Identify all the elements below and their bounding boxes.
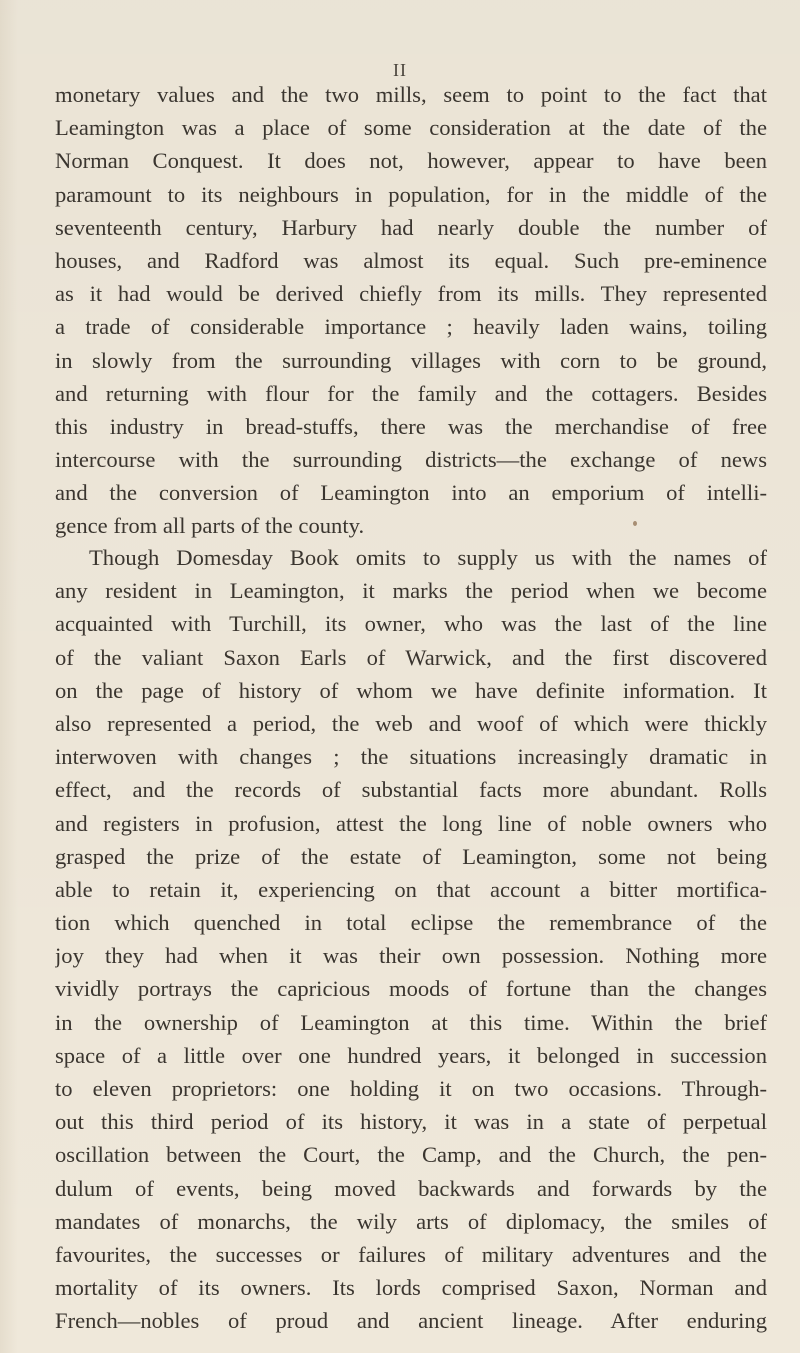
- text-line: dulum of events, being moved backwards and forwards by the: [55, 1175, 767, 1201]
- text-line: interwoven with changes ; the situations increasingly dramatic in: [55, 744, 767, 770]
- paragraph-1: [55, 78, 767, 543]
- text-line: tion which quenched in total eclipse the remembrance of the: [55, 910, 767, 936]
- text-line: in the ownership of Leamington at this time. Within the brief: [55, 1009, 767, 1035]
- text-line: space of a little over one hundred years, it belonged in succession: [55, 1042, 767, 1068]
- text-line: seventeenth century, Harbury had nearly double the number of: [55, 214, 767, 240]
- text-line: mandates of monarchs, the wily arts of diplomacy, the smiles of: [55, 1208, 767, 1234]
- text-line: Leamington was a place of some consideration at the date of the: [55, 115, 767, 141]
- text-line: paramount to its neighbours in population, for in the middle of the: [55, 181, 767, 207]
- text-line: grasped the prize of the estate of Leamington, some not being: [55, 843, 767, 869]
- text-line: monetary values and the two mills, seem to point to the fact that: [55, 82, 767, 107]
- text-line: French—nobles of proud and ancient lineage. After enduring: [55, 1308, 767, 1334]
- text-line: acquainted with Turchill, its owner, who was the last of the line: [55, 611, 767, 637]
- text-line: houses, and Radford was almost its equal. Such pre-eminence: [55, 247, 767, 273]
- text-line: and registers in profusion, attest the long line of noble owners who: [55, 810, 767, 836]
- text-line: to eleven proprietors: one holding it on two occasions. Through-: [55, 1076, 767, 1101]
- text-line: favourites, the successes or failures of military adventures and the: [55, 1241, 767, 1267]
- text-line: Norman Conquest. It does not, however, appear to have been: [55, 148, 767, 174]
- text-line: a trade of considerable importance ; heavily laden wains, toiling: [55, 314, 767, 340]
- text-line: any resident in Leamington, it marks the period when we become: [55, 578, 767, 604]
- text-line: effect, and the records of substantial facts more abundant. Rolls: [55, 777, 767, 803]
- ink-speck: [633, 521, 637, 526]
- text-line: and returning with flour for the family and the cottagers. Besides: [55, 380, 767, 406]
- text-line: gence from all parts of the county.: [55, 513, 365, 539]
- text-line: of the valiant Saxon Earls of Warwick, and the first discovered: [55, 644, 767, 670]
- text-line: this industry in bread-stuffs, there was the merchandise of free: [55, 413, 767, 439]
- text-line: also represented a period, the web and woof of which were thickly: [55, 710, 767, 736]
- paragraph-2: [55, 541, 767, 1338]
- text-line: mortality of its owners. Its lords comprised Saxon, Norman and: [55, 1275, 767, 1301]
- text-line: vividly portrays the capricious moods of fortune than the changes: [55, 976, 767, 1002]
- text-line: in slowly from the surrounding villages with corn to be ground,: [55, 347, 767, 373]
- text-line: on the page of history of whom we have definite information. It: [55, 677, 767, 703]
- text-line: out this third period of its history, it was in a state of perpetual: [55, 1109, 767, 1135]
- text-line: able to retain it, experiencing on that account a bitter mortifica-: [55, 876, 767, 902]
- text-line: oscillation between the Court, the Camp, and the Church, the pen-: [55, 1142, 767, 1168]
- text-line: intercourse with the surrounding districts—the exchange of news: [55, 447, 767, 473]
- text-line: Though Domesday Book omits to supply us with the names of: [89, 545, 767, 570]
- text-line: as it had would be derived chiefly from its mills. They represented: [55, 281, 767, 307]
- page-number: II: [393, 60, 407, 80]
- text-line: and the conversion of Leamington into an emporium of intelli-: [55, 480, 767, 506]
- text-line: joy they had when it was their own possession. Nothing more: [55, 943, 767, 969]
